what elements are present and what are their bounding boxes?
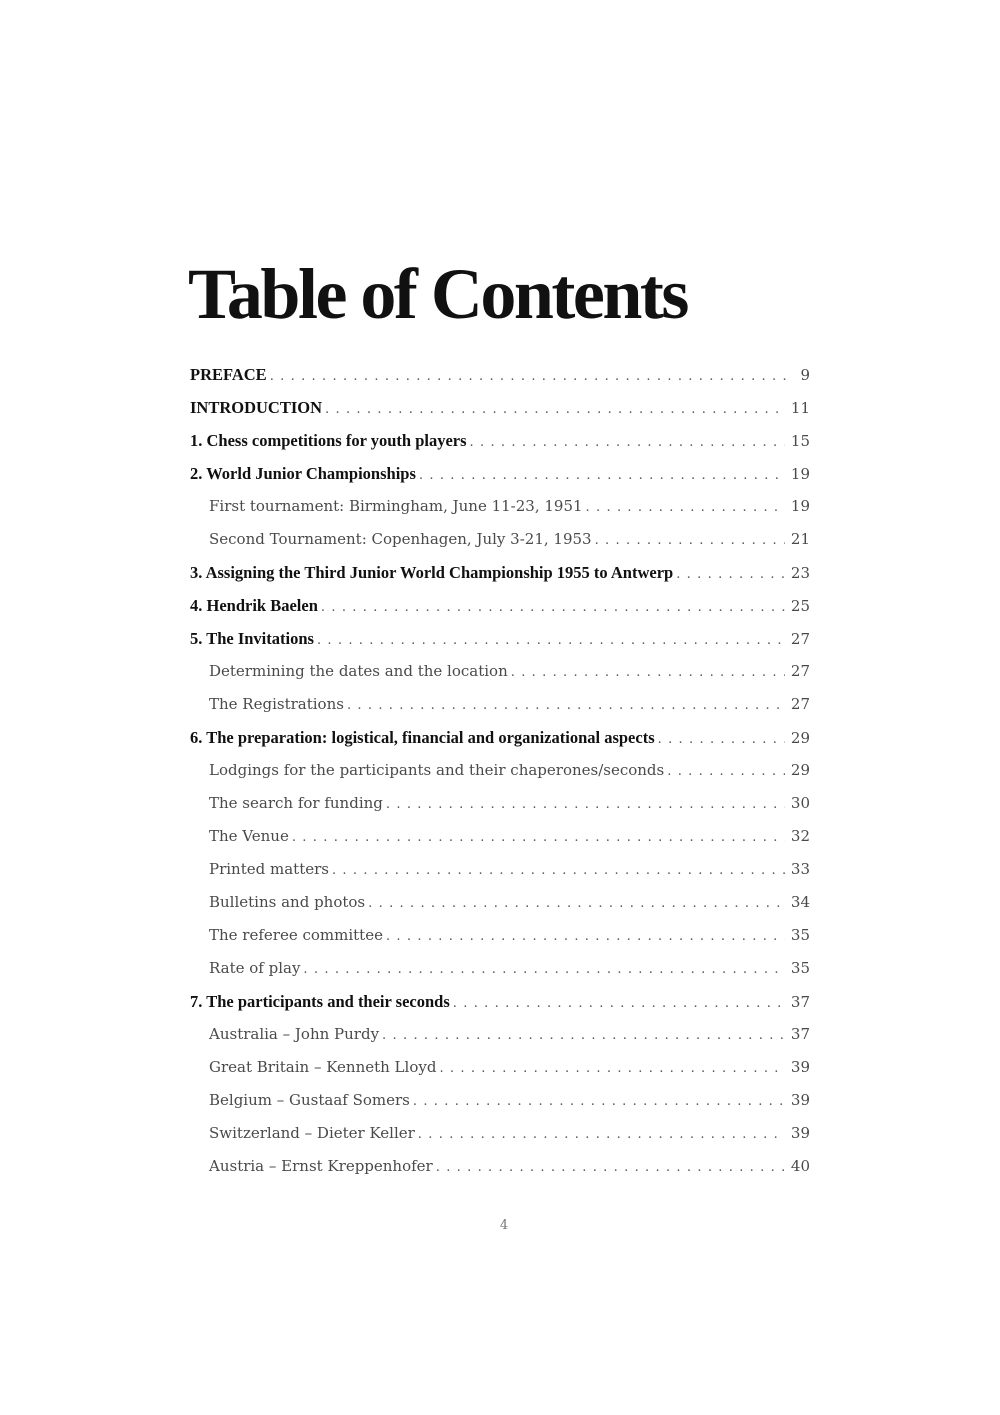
toc-section-entry <box>190 1056 810 1089</box>
toc-section-entry <box>190 693 810 726</box>
toc-dot-leader <box>325 398 785 421</box>
toc-entry-page-number: 37 <box>790 1025 810 1043</box>
toc-section-entry <box>190 759 810 792</box>
toc-dot-leader <box>382 1024 785 1047</box>
toc-dot-leader <box>270 365 795 388</box>
toc-section-entry <box>190 891 810 924</box>
toc-dot-leader <box>470 431 785 454</box>
toc-section-entry <box>190 924 810 957</box>
page-number: 4 <box>499 1218 509 1233</box>
toc-section-entry <box>190 528 810 561</box>
toc-chapter-entry <box>190 627 810 660</box>
toc-entry-title: Printed matters <box>209 860 329 878</box>
toc-dot-leader <box>418 1123 785 1146</box>
toc-entry-page-number: 39 <box>790 1124 810 1142</box>
toc-entry-title: Second Tournament: Copenhagen, July 3-21, 1953 <box>209 530 592 548</box>
toc-entry-title: The Registrations <box>209 695 344 713</box>
toc-chapter-entry <box>190 561 810 594</box>
toc-entry-title: The Venue <box>209 827 289 845</box>
toc-entry-title: Switzerland – Dieter Keller <box>209 1124 415 1142</box>
toc-entry-title: 6. The preparation: logistical, financial and organizational aspects <box>190 728 655 747</box>
toc-entry-page-number: 37 <box>790 993 810 1011</box>
toc-dot-leader <box>658 728 785 751</box>
toc-dot-leader <box>676 563 785 586</box>
toc-chapter-entry <box>190 363 810 396</box>
toc-section-entry <box>190 1122 810 1155</box>
toc-entry-title: The referee committee <box>209 926 383 944</box>
toc-entry-title: 5. The Invitations <box>190 629 314 648</box>
toc-entry-title: 7. The participants and their seconds <box>190 992 450 1011</box>
toc-dot-leader <box>439 1057 784 1080</box>
toc-section-entry <box>190 858 810 891</box>
toc-entry-title: Great Britain – Kenneth Lloyd <box>209 1058 437 1076</box>
toc-dot-leader <box>595 529 785 552</box>
toc-chapter-entry <box>190 594 810 627</box>
toc-entry-page-number: 33 <box>790 860 810 878</box>
toc-entry-page-number: 29 <box>790 729 810 747</box>
toc-chapter-entry <box>190 462 810 495</box>
toc-dot-leader <box>317 629 785 652</box>
toc-dot-leader <box>347 694 785 717</box>
toc-dot-leader <box>368 892 785 915</box>
toc-entry-title: INTRODUCTION <box>190 398 323 417</box>
toc-entry-page-number: 35 <box>790 926 810 944</box>
toc-section-entry <box>190 957 810 990</box>
toc-entry-page-number: 27 <box>790 630 810 648</box>
toc-dot-leader <box>419 464 785 487</box>
toc-entry-page-number: 30 <box>790 794 810 812</box>
toc-entry-page-number: 19 <box>790 497 810 515</box>
toc-entry-page-number: 27 <box>790 695 810 713</box>
toc-entry-title: Rate of play <box>209 959 301 977</box>
toc-entry-page-number: 39 <box>790 1058 810 1076</box>
toc-chapter-entry <box>190 726 810 759</box>
toc-entry-title: Austria – Ernst Kreppenhofer <box>209 1157 433 1175</box>
toc-entry-title: First tournament: Birmingham, June 11-23, 1951 <box>209 497 583 515</box>
toc-entry-title: Determining the dates and the location <box>209 662 508 680</box>
toc-dot-leader <box>386 925 785 948</box>
toc-dot-leader <box>303 958 784 981</box>
table-of-contents <box>190 363 810 1188</box>
toc-entry-title: Australia – John Purdy <box>209 1025 380 1043</box>
toc-chapter-entry <box>190 396 810 429</box>
toc-entry-page-number: 23 <box>790 564 810 582</box>
toc-section-entry <box>190 495 810 528</box>
toc-entry-title: Lodgings for the participants and their chaperones/seconds <box>209 761 665 779</box>
toc-entry-page-number: 32 <box>790 827 810 845</box>
toc-entry-title: 4. Hendrik Baelen <box>190 596 318 615</box>
toc-entry-title: Bulletins and photos <box>209 893 366 911</box>
toc-dot-leader <box>413 1090 785 1113</box>
toc-section-entry <box>190 660 810 693</box>
toc-dot-leader <box>453 992 785 1015</box>
page-title: Table of Contents <box>188 254 687 334</box>
toc-entry-title: PREFACE <box>190 365 267 384</box>
toc-section-entry <box>190 1089 810 1122</box>
toc-entry-page-number: 29 <box>790 761 810 779</box>
toc-dot-leader <box>511 661 785 684</box>
toc-dot-leader <box>321 596 785 619</box>
toc-entry-page-number: 15 <box>790 432 810 450</box>
toc-entry-page-number: 34 <box>790 893 810 911</box>
toc-dot-leader <box>436 1156 785 1179</box>
toc-entry-title: 1. Chess competitions for youth players <box>190 431 467 450</box>
toc-dot-leader <box>386 793 785 816</box>
toc-dot-leader <box>292 826 785 849</box>
toc-dot-leader <box>586 496 785 519</box>
toc-entry-page-number: 9 <box>800 366 810 384</box>
toc-entry-title: 3. Assigning the Third Junior World Championship 1955 to Antwerp <box>190 563 674 582</box>
toc-section-entry <box>190 1155 810 1188</box>
toc-entry-page-number: 21 <box>790 530 810 548</box>
toc-dot-leader <box>332 859 785 882</box>
toc-chapter-entry <box>190 429 810 462</box>
toc-entry-title: Belgium – Gustaaf Somers <box>209 1091 410 1109</box>
toc-entry-title: The search for funding <box>209 794 383 812</box>
toc-entry-page-number: 27 <box>790 662 810 680</box>
toc-entry-page-number: 25 <box>790 597 810 615</box>
toc-entry-title: 2. World Junior Championships <box>190 464 416 483</box>
toc-entry-page-number: 39 <box>790 1091 810 1109</box>
toc-section-entry <box>190 825 810 858</box>
toc-dot-leader <box>667 760 785 783</box>
toc-entry-page-number: 35 <box>790 959 810 977</box>
toc-entry-page-number: 40 <box>790 1157 810 1175</box>
toc-section-entry <box>190 792 810 825</box>
toc-entry-page-number: 11 <box>790 399 810 417</box>
toc-chapter-entry <box>190 990 810 1023</box>
toc-entry-page-number: 19 <box>790 465 810 483</box>
toc-section-entry <box>190 1023 810 1056</box>
